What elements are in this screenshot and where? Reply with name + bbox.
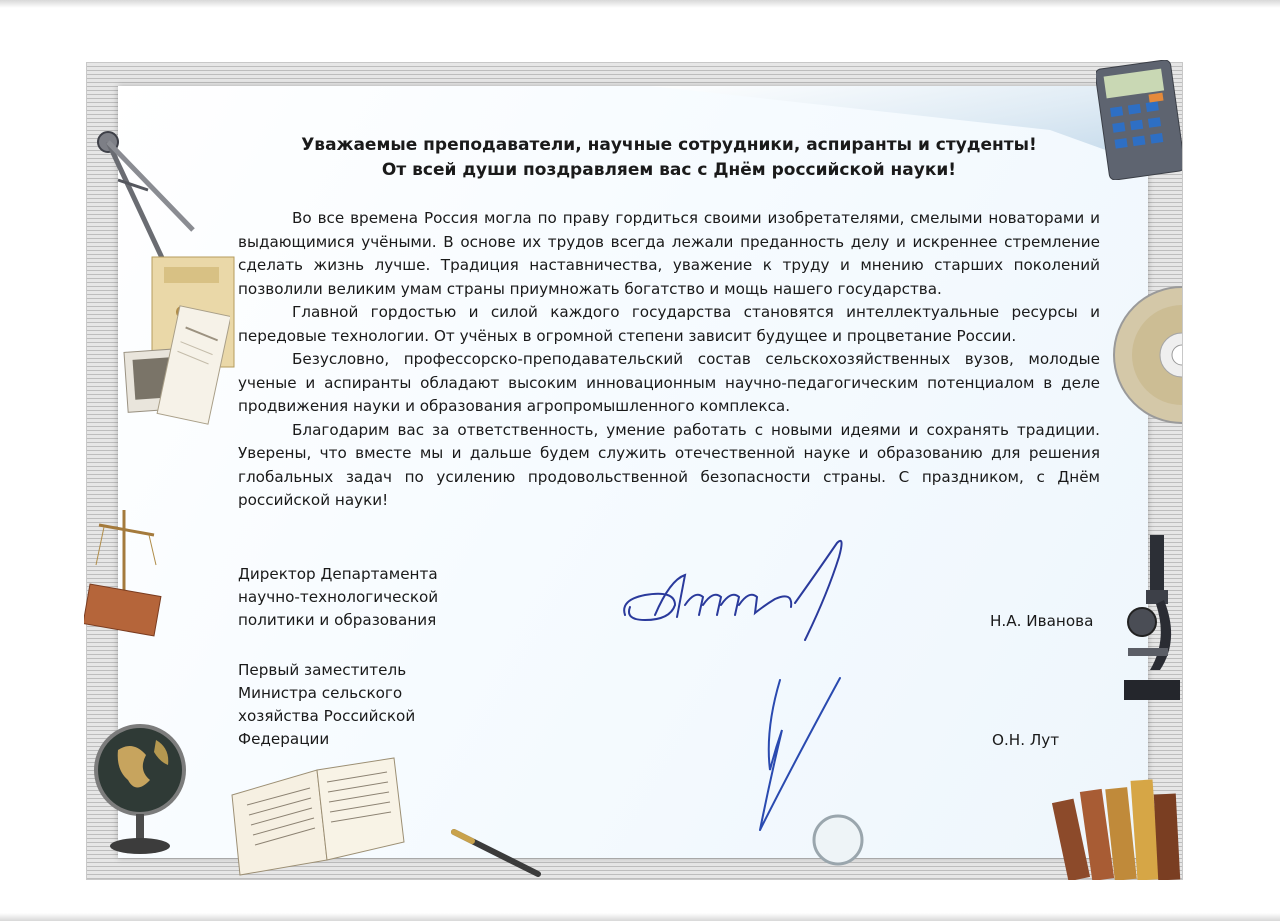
signatory-2-position-line: Министра сельского xyxy=(238,684,403,702)
signatory-2-position-line: Федерации xyxy=(238,730,330,748)
microscope-icon xyxy=(1120,530,1182,705)
paragraph-1: Во все времена Россия могла по праву гордиться своими изобретателями, смелыми новаторами и выдающимися учёными. В основе их трудов всегда лежали преданность делу и искреннее стремление сделать жизнь лучше. Традиция наставничества, уважение к труду и мнению старших поколений позволили великим умам страны приумножать богатство и мощь нашего государства. xyxy=(238,209,1100,298)
book-icon xyxy=(222,750,412,880)
bottom-shadow xyxy=(0,913,1280,921)
signatory-1-position-line: Директор Департамента xyxy=(238,565,438,583)
heading-line-2: От всей души поздравляем вас с Днём российской науки! xyxy=(381,160,957,180)
heading-line-1: Уважаемые преподаватели, научные сотрудники, аспиранты и студенты! xyxy=(301,135,1037,155)
signatory-1-position xyxy=(238,563,498,632)
signature-1 xyxy=(615,535,855,650)
pen-icon xyxy=(448,826,548,878)
signatory-2-position xyxy=(238,659,498,751)
paragraph-4: Благодарим вас за ответственность, умение работать с новыми идеями и сохранять традиции. Уверены, что вместе мы и дальше будем служить отечественной науке и образованию для решения глобальных задач по усилению продовольственной безопасности страны. С праздником, с Днём российской науки! xyxy=(238,420,1100,509)
photo-icon xyxy=(120,300,230,430)
cd-icon xyxy=(1110,280,1182,430)
signatory-2-position-line: Первый заместитель xyxy=(238,661,407,679)
top-shadow xyxy=(0,0,1280,8)
paragraph-2: Главной гордостью и силой каждого государства становятся интеллектуальные ресурсы и передовые технологии. От учёных в огромной степени зависит будущее и процветание России. xyxy=(238,303,1100,345)
globe-icon xyxy=(88,710,198,860)
scale-icon xyxy=(84,505,164,645)
letter-body xyxy=(238,207,1100,513)
signatory-2-name: О.Н. Лут xyxy=(992,731,1060,749)
signature-2 xyxy=(720,670,850,840)
greeting-heading xyxy=(238,133,1100,183)
signatory-1-position-line: политики и образования xyxy=(238,611,437,629)
signatory-2-position-line: хозяйства Российской xyxy=(238,707,416,725)
calculator-icon xyxy=(1096,60,1182,180)
books-icon xyxy=(1052,770,1182,880)
signatory-1-name: Н.А. Иванова xyxy=(990,612,1094,630)
signatory-1-position-line: научно-технологической xyxy=(238,588,439,606)
paragraph-3: Безусловно, профессорско-преподавательский состав сельскохозяйственных вузов, молодые ученые и аспиранты обладают высоким инновационным научно-педагогическим потенциалом в деле продвижения науки и образования агропромышленного комплекса. xyxy=(238,350,1100,415)
compass-icon xyxy=(88,120,208,270)
